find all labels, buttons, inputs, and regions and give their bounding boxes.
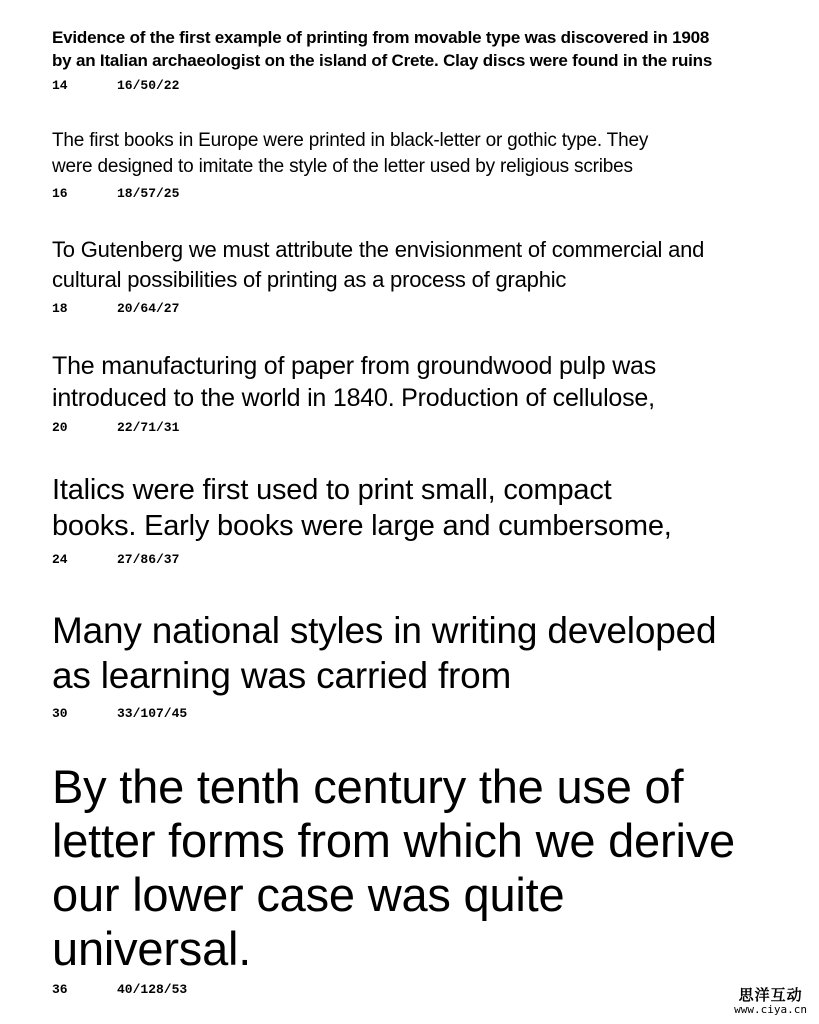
specimen-text xyxy=(52,760,812,976)
specimen-meta xyxy=(52,301,179,316)
specimen-line: The first books in Europe were printed in black-letter or gothic type. They xyxy=(52,130,649,151)
specimen-text xyxy=(52,26,812,72)
type-specimen-30 xyxy=(52,608,812,721)
specimen-line: books. Early books were large and cumbersome, xyxy=(52,510,672,542)
spacing-ratio-label: 27/86/37 xyxy=(117,552,180,567)
type-specimen-16 xyxy=(52,128,812,201)
type-specimen-24 xyxy=(52,472,812,567)
point-size-label: 24 xyxy=(52,552,68,567)
specimen-meta xyxy=(52,186,179,201)
specimen-line: Many national styles in writing developed xyxy=(52,610,717,651)
specimen-line: were designed to imitate the style of the letter used by religious scribes xyxy=(52,156,633,177)
point-size-label: 14 xyxy=(52,78,68,93)
spacing-ratio-label: 18/57/25 xyxy=(117,186,180,201)
watermark-url: www.ciya.cn xyxy=(734,1002,807,1016)
specimen-line: Italics were first used to print small, compact xyxy=(52,474,612,506)
specimen-meta xyxy=(52,982,187,997)
spacing-ratio-label: 20/64/27 xyxy=(117,301,180,316)
spacing-ratio-label: 22/71/31 xyxy=(117,420,180,435)
spacing-ratio-label: 33/107/45 xyxy=(117,706,188,721)
specimen-text xyxy=(52,350,812,414)
type-specimen-14 xyxy=(52,26,812,93)
specimen-meta xyxy=(52,420,179,435)
specimen-line: by an Italian archaeologist on the island of Crete. Clay discs were found in the ruins xyxy=(52,51,713,70)
watermark-logo-text: 思洋互动 xyxy=(738,986,803,1005)
point-size-label: 36 xyxy=(52,982,68,997)
specimen-line: letter forms from which we derive xyxy=(52,814,735,867)
specimen-line: universal. xyxy=(52,922,252,975)
specimen-line: as learning was carried from xyxy=(52,655,512,696)
type-specimen-18 xyxy=(52,235,812,316)
spacing-ratio-label: 40/128/53 xyxy=(117,982,188,997)
specimen-meta xyxy=(52,706,187,721)
specimen-line: To Gutenberg we must attribute the envisionment of commercial and xyxy=(52,237,705,262)
specimen-line: our lower case was quite xyxy=(52,868,565,921)
specimen-text xyxy=(52,235,812,295)
specimen-text xyxy=(52,608,812,698)
specimen-text xyxy=(52,472,812,544)
specimen-line: By the tenth century the use of xyxy=(52,760,684,813)
specimen-line: cultural possibilities of printing as a process of graphic xyxy=(52,267,567,292)
point-size-label: 18 xyxy=(52,301,68,316)
site-watermark xyxy=(734,987,807,1016)
specimen-line: Evidence of the first example of printing from movable type was discovered in 1908 xyxy=(52,28,710,47)
specimen-meta xyxy=(52,78,179,93)
specimen-meta xyxy=(52,552,179,567)
specimen-line: introduced to the world in 1840. Production of cellulose, xyxy=(52,384,655,412)
type-specimen-20 xyxy=(52,350,812,435)
specimen-line: The manufacturing of paper from groundwood pulp was xyxy=(52,352,657,380)
point-size-label: 16 xyxy=(52,186,68,201)
point-size-label: 30 xyxy=(52,706,68,721)
spacing-ratio-label: 16/50/22 xyxy=(117,78,180,93)
point-size-label: 20 xyxy=(52,420,68,435)
specimen-text xyxy=(52,128,812,180)
